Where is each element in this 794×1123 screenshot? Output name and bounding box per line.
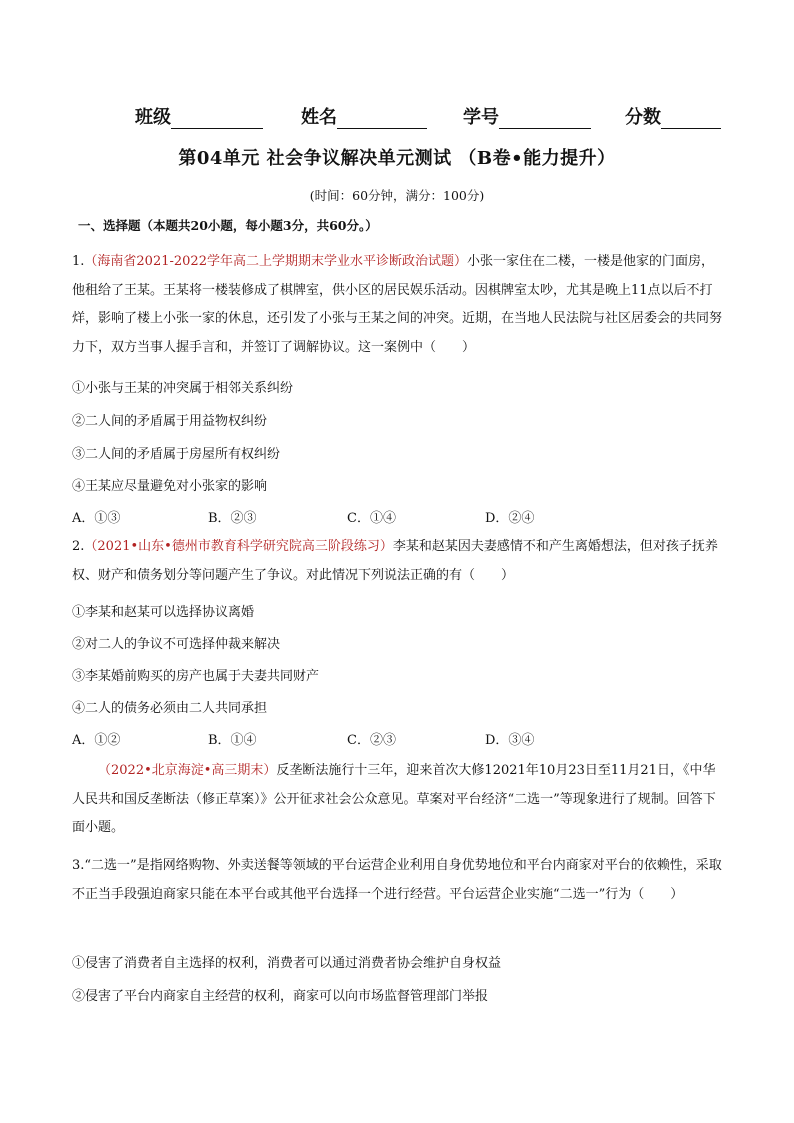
question-3-stem bbox=[72, 852, 724, 909]
choice-d[interactable]: D．②④ bbox=[485, 511, 535, 526]
choice-d[interactable]: D．③④ bbox=[485, 733, 535, 748]
q2-item-1: ①李某和赵某可以选择协议离婚 bbox=[72, 605, 255, 620]
q3-item-2: ②侵害了平台内商家自主经营的权利，商家可以向市场监督管理部门举报 bbox=[72, 989, 489, 1004]
q2-item-3: ③李某婚前购买的房产也属于夫妻共同财产 bbox=[72, 669, 320, 684]
q2-item-2: ②对二人的争议不可选择仲裁来解决 bbox=[72, 637, 281, 652]
question-source: （海南省2021-2022学年高二上学期期末学业水平诊断政治试题） bbox=[84, 254, 467, 269]
q1-item-2: ②二人间的矛盾属于用益物权纠纷 bbox=[72, 414, 268, 429]
class-label: 班级 bbox=[135, 107, 171, 128]
score-label: 分数 bbox=[625, 107, 661, 128]
page-subtitle: (时间：60分钟，满分：100分) bbox=[309, 188, 485, 203]
name-field bbox=[301, 103, 427, 129]
material-passage bbox=[72, 757, 724, 843]
question-text: 李某和赵某因夫妻感情不和产生离婚想法，但对孩子抚养权、财产和债务划分等问题产生了争议。对此情况下列说法正确的有（ ） bbox=[72, 539, 718, 583]
class-blank[interactable] bbox=[171, 108, 263, 129]
question-text: 小张一家住在二楼，一楼是他家的门面房，他租给了王某。王某将一楼装修成了棋牌室，供小区的居民娱乐活动。因棋牌室太吵，尤其是晚上11点以后不打烊，影响了楼上小张一家的休息，还引发了小张与王某之间的冲突。近期，在当地人民法院与社区居委会的共同努力下，双方当事人握手言和，并签订了调解协议。这一案例中（ ） bbox=[72, 254, 723, 355]
q1-choices bbox=[72, 507, 672, 527]
question-number: 2. bbox=[72, 539, 85, 554]
choice-a[interactable]: A．①② bbox=[72, 733, 121, 748]
material-source: （2022•北京海淀•高三期末） bbox=[98, 763, 277, 778]
choice-b[interactable]: B．①④ bbox=[208, 733, 257, 748]
choice-a[interactable]: A．①③ bbox=[72, 511, 121, 526]
choice-b[interactable]: B．②③ bbox=[208, 511, 257, 526]
class-field bbox=[135, 103, 263, 129]
student-id-blank[interactable] bbox=[499, 108, 591, 129]
material-text: 反垄断法施行十三年，迎来首次大修12021年10月23日至11月21日，《中华人民共和国反垄断法（修正草案）》公开征求社会公众意见。草案对平台经济“二选一”等现象进行了规制。回答下面小题。 bbox=[72, 763, 716, 835]
choice-c[interactable]: C．②③ bbox=[347, 733, 396, 748]
q1-item-3: ③二人间的矛盾属于房屋所有权纠纷 bbox=[72, 447, 281, 462]
question-number: 3. bbox=[72, 858, 85, 873]
question-source: （2021•山东•德州市教育科学研究院高三阶段练习） bbox=[84, 539, 393, 554]
score-field bbox=[625, 103, 721, 129]
name-label: 姓名 bbox=[301, 107, 337, 128]
student-id-label: 学号 bbox=[463, 107, 499, 128]
choice-c[interactable]: C．①④ bbox=[347, 511, 396, 526]
student-id-field bbox=[463, 103, 591, 129]
section-heading: 一、选择题（本题共20小题，每小题3分，共60分。） bbox=[78, 218, 378, 233]
question-1-stem bbox=[72, 248, 724, 362]
q2-item-4: ④二人的债务必须由二人共同承担 bbox=[72, 701, 268, 716]
question-number: 1. bbox=[72, 254, 85, 269]
question-text: “二选一”是指网络购物、外卖送餐等领域的平台运营企业利用自身优势地位和平台内商家对平台的依赖性，采取不正当手段强迫商家只能在本平台或其他平台选择一个进行经营。平台运营企业实施“二选一”行为（ ） bbox=[72, 858, 722, 902]
question-2-stem bbox=[72, 533, 724, 590]
q1-item-1: ①小张与王某的冲突属于相邻关系纠纷 bbox=[72, 381, 294, 396]
name-blank[interactable] bbox=[337, 108, 427, 129]
page-title: 第04单元 社会争议解决单元测试 （B卷•能力提升） bbox=[178, 148, 616, 169]
q1-item-4: ④王某应尽量避免对小张家的影响 bbox=[72, 479, 268, 494]
q2-choices bbox=[72, 729, 672, 749]
q3-item-1: ①侵害了消费者自主选择的权利，消费者可以通过消费者协会维护自身权益 bbox=[72, 956, 502, 971]
score-blank[interactable] bbox=[661, 108, 721, 129]
student-info-header bbox=[0, 103, 794, 131]
